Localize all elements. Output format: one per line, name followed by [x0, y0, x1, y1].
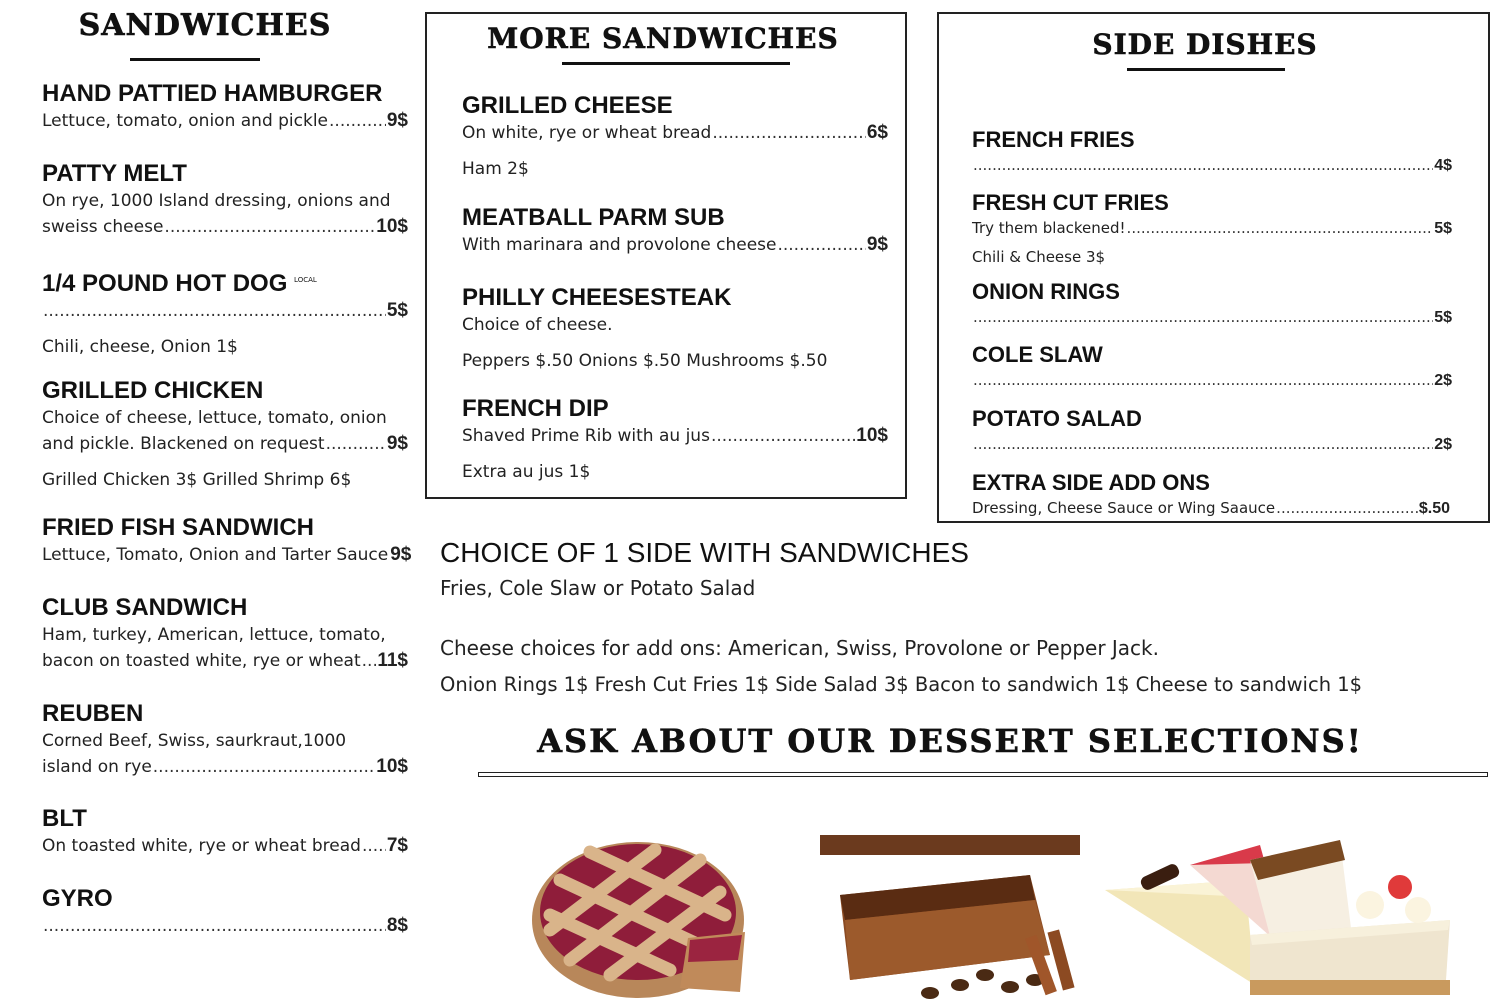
item-desc-row [42, 214, 408, 240]
side-item-fresh-cut-fries [972, 189, 1452, 270]
item-price: 9$ [866, 234, 888, 255]
item-desc-row [972, 369, 1452, 392]
side-item-french-fries [972, 126, 1452, 177]
item-desc: Lettuce, Tomato, Onion and Tarter Sauce [42, 545, 389, 565]
chocolate-cake-image [820, 835, 1080, 1000]
item-desc-row [972, 217, 1452, 240]
menu-item-hamburger [42, 80, 408, 134]
menu-item-grilled-cheese [462, 92, 888, 182]
item-note: Grilled Chicken 3$ Grilled Shrimp 6$ [42, 470, 352, 490]
item-price: 11$ [377, 650, 408, 671]
item-desc: Lettuce, tomato, onion and pickle [42, 111, 329, 131]
more-sandwiches-title: MORE SANDWICHES [487, 22, 839, 55]
item-price: 9$ [386, 433, 408, 454]
item-desc: Choice of cheese. [462, 315, 613, 335]
item-desc: Dressing, Cheese Sauce or Wing Saauce [972, 499, 1276, 517]
side-choice-title: CHOICE OF 1 SIDE WITH SANDWICHES [440, 537, 969, 568]
item-price: 10$ [856, 425, 888, 446]
item-desc-row [42, 833, 408, 859]
item-note: Extra au jus 1$ [462, 462, 591, 482]
cherry-pie-image [520, 820, 760, 1000]
menu-item-patty-melt [42, 160, 408, 240]
item-name: PATTY MELT [42, 160, 187, 187]
item-desc-line: Ham, turkey, American, lettuce, tomato, [42, 625, 386, 645]
menu-item-hot-dog [42, 266, 408, 360]
item-price: $.50 [1418, 500, 1450, 517]
item-desc-row [462, 232, 888, 258]
menu-item-meatball-parm [462, 204, 888, 258]
item-name: CLUB SANDWICH [42, 594, 248, 621]
item-name: GRILLED CHEESE [462, 92, 673, 119]
item-name: FRESH CUT FRIES [972, 190, 1169, 215]
item-price: 9$ [386, 110, 408, 131]
item-desc-row [462, 120, 888, 146]
item-desc-row [42, 754, 408, 780]
item-desc-row [462, 423, 888, 449]
item-name: GRILLED CHICKEN [42, 377, 264, 404]
cheesecake-slices-image [1100, 835, 1455, 1000]
item-desc: island on rye [42, 757, 152, 777]
item-name: COLE SLAW [972, 342, 1103, 367]
item-price: 2$ [1434, 372, 1452, 389]
item-name: GYRO [42, 885, 113, 912]
item-name: BLT [42, 805, 87, 832]
item-name: FRENCH FRIES [972, 127, 1135, 152]
menu-item-french-dip [462, 395, 888, 485]
menu-item-gyro [42, 885, 408, 939]
item-price: 6$ [866, 122, 888, 143]
item-name: REUBEN [42, 700, 144, 727]
item-desc-row [42, 298, 408, 324]
item-name: HAND PATTIED HAMBURGER [42, 80, 383, 107]
item-name: FRIED FISH SANDWICH [42, 514, 314, 541]
item-name: 1/4 POUND HOT DOG $^{LOCAL}$ [42, 270, 317, 297]
menu-item-fried-fish [42, 514, 412, 568]
menu-item-reuben [42, 700, 408, 780]
side-dishes-title: SIDE DISHES [1092, 28, 1318, 61]
item-desc-row [972, 154, 1452, 177]
add-ons-text: Onion Rings 1$ Fresh Cut Fries 1$ Side Salad 3$ Bacon to sandwich 1$ Cheese to sandwich 1$ [440, 673, 1363, 696]
menu-item-grilled-chicken [42, 377, 408, 493]
side-item-extra-add-ons [972, 469, 1450, 520]
item-name: PHILLY CHEESESTEAK [462, 284, 732, 311]
dessert-title-rule [478, 772, 1488, 777]
item-desc-row [972, 433, 1452, 456]
item-desc: Shaved Prime Rib with au jus [462, 426, 710, 446]
item-desc-line: Choice of cheese, lettuce, tomato, onion [42, 408, 387, 428]
item-desc: bacon on toasted white, rye or wheat [42, 651, 361, 671]
item-desc: Try them blackened! [972, 219, 1126, 237]
local-tag: LOCAL [294, 276, 317, 284]
item-desc-row [42, 913, 408, 939]
item-price: 9$ [390, 544, 412, 565]
item-desc-row [42, 431, 408, 457]
item-desc: With marinara and provolone cheese [462, 235, 777, 255]
sandwiches-title: SANDWICHES [78, 8, 332, 43]
item-desc-line: Corned Beef, Swiss, saurkraut,1000 [42, 731, 347, 751]
menu-item-club-sandwich [42, 594, 408, 674]
item-price: 2$ [1434, 436, 1452, 453]
menu-item-blt [42, 805, 408, 859]
sandwiches-title-rule [130, 58, 260, 61]
item-desc-row [42, 648, 408, 674]
item-note: Chili, cheese, Onion 1$ [42, 337, 238, 357]
item-price: 8$ [386, 915, 408, 936]
item-note: Peppers $.50 Onions $.50 Mushrooms $.50 [462, 351, 828, 371]
menu-item-philly-cheesesteak [462, 284, 888, 374]
dessert-title: ASK ABOUT OUR DESSERT SELECTIONS! [537, 722, 1363, 760]
item-desc-row [972, 306, 1452, 329]
item-desc-row [42, 542, 412, 568]
item-desc-row [972, 497, 1450, 520]
item-name: FRENCH DIP [462, 395, 609, 422]
item-desc: On toasted white, rye or wheat bread [42, 836, 361, 856]
side-item-potato-salad [972, 405, 1452, 456]
cheese-choices-text: Cheese choices for add ons: American, Swiss, Provolone or Pepper Jack. [440, 636, 1159, 660]
side-item-onion-rings [972, 278, 1452, 329]
side-item-cole-slaw [972, 341, 1452, 392]
item-price: 5$ [1434, 220, 1452, 237]
item-name: POTATO SALAD [972, 406, 1142, 431]
item-note: Chili & Cheese 3$ [972, 248, 1106, 266]
item-desc: sweiss cheese [42, 217, 164, 237]
side-choice-text: Fries, Cole Slaw or Potato Salad [440, 576, 756, 600]
item-price: 5$ [386, 300, 408, 321]
more-sandwiches-title-rule [562, 62, 790, 65]
item-desc: and pickle. Blackened on request [42, 434, 325, 454]
item-price: 7$ [386, 835, 408, 856]
item-name: ONION RINGS [972, 279, 1120, 304]
item-note: Ham 2$ [462, 159, 529, 179]
item-name: EXTRA SIDE ADD ONS [972, 470, 1210, 495]
item-name: MEATBALL PARM SUB [462, 204, 725, 231]
item-price: 4$ [1434, 157, 1452, 174]
item-desc-row [42, 108, 408, 134]
item-price: 5$ [1434, 309, 1452, 326]
item-desc-line: On rye, 1000 Island dressing, onions and [42, 191, 391, 211]
side-dishes-title-rule [1127, 68, 1285, 71]
item-price: 10$ [376, 216, 408, 237]
item-price: 10$ [376, 756, 408, 777]
item-desc: On white, rye or wheat bread [462, 123, 712, 143]
